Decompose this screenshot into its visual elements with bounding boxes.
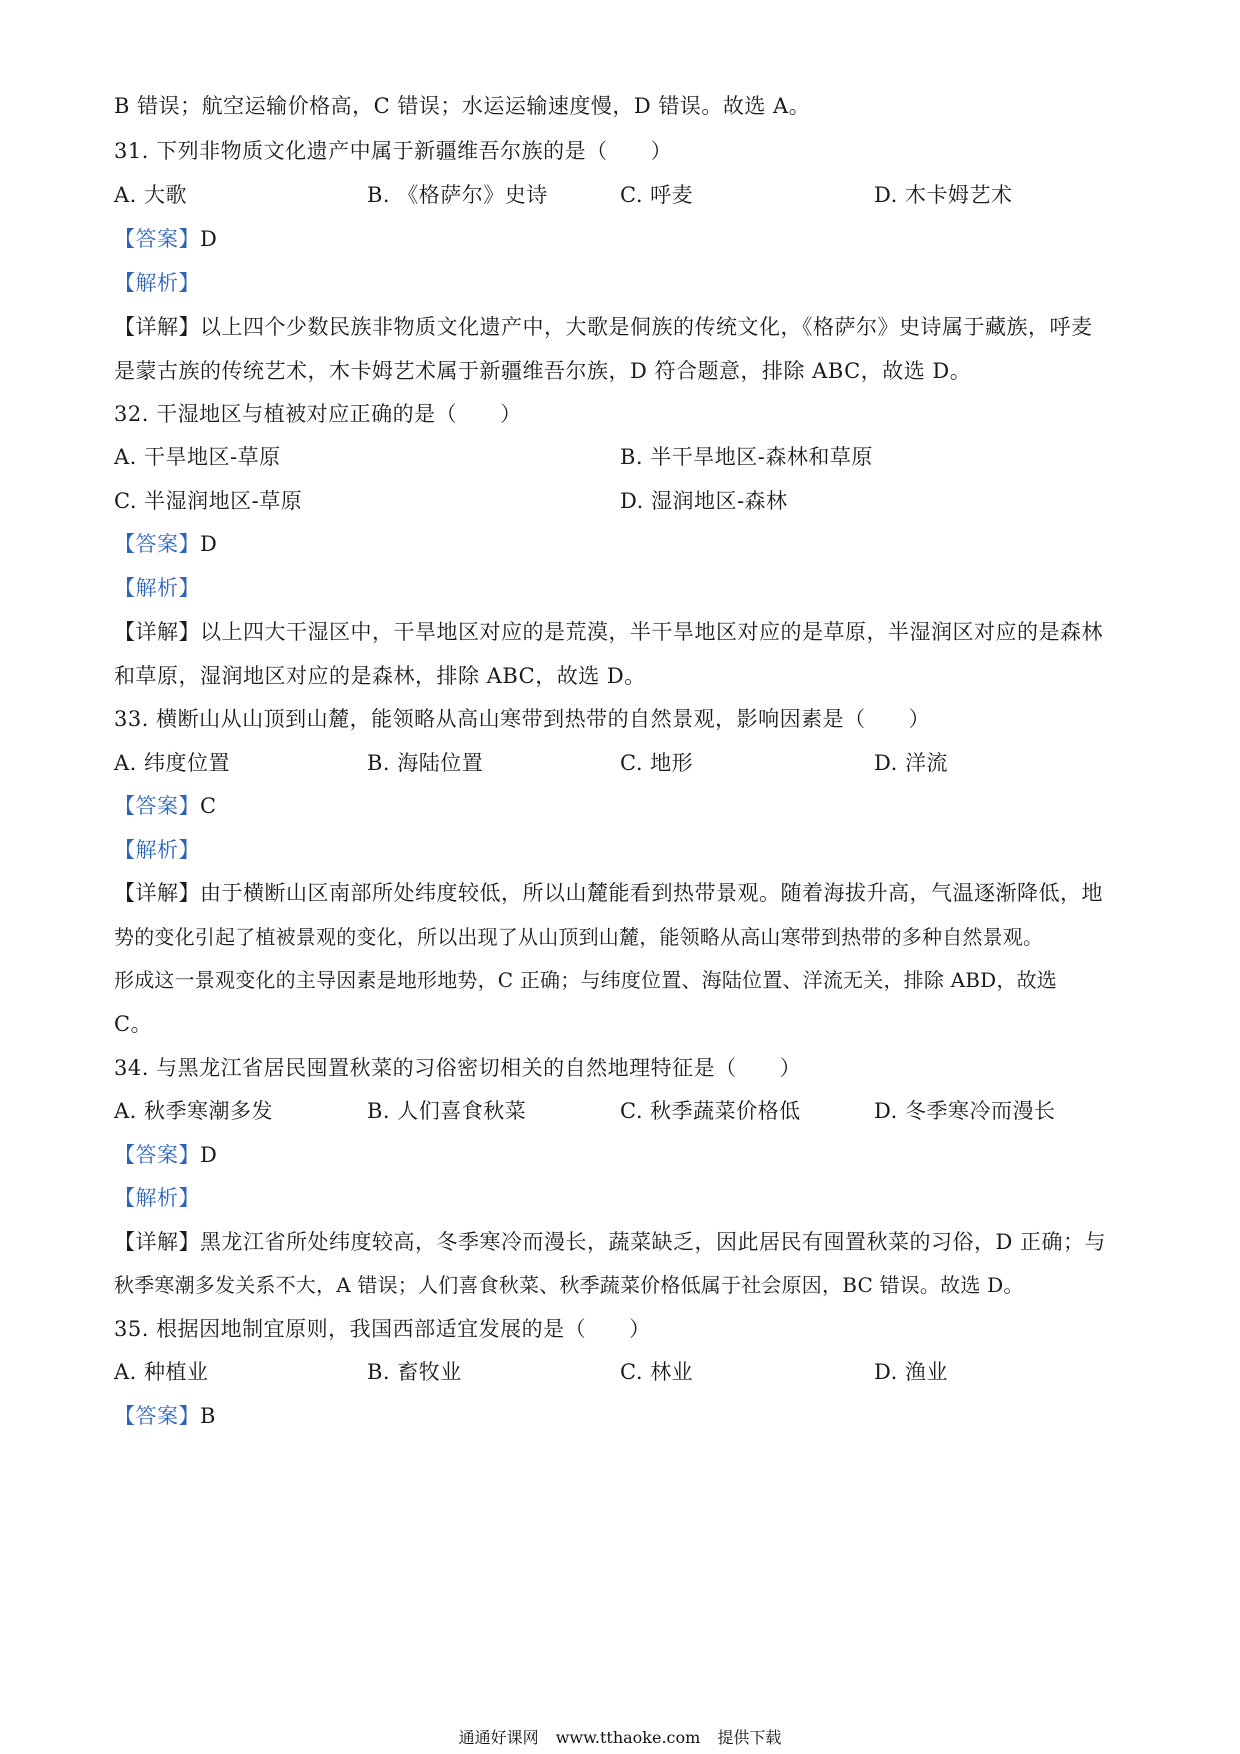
q34-option-d: D. 冬季寒冷而漫长 (874, 1099, 1056, 1123)
analysis-label: 【解析】 (114, 271, 200, 295)
q32-detail-line-2: 和草原，湿润地区对应的是森林，排除 ABC，故选 D。 (114, 664, 646, 688)
q31-detail-line-2: 是蒙古族的传统艺术，木卡姆艺术属于新疆维吾尔族，D 符合题意，排除 ABC，故选 D。 (114, 359, 972, 383)
q35-option-d: D. 渔业 (874, 1360, 948, 1384)
detail-label: 【详解】 (114, 315, 200, 339)
q32-answer: D (200, 532, 218, 556)
footer-suffix: 提供下载 (717, 1728, 782, 1747)
q33-option-d: D. 洋流 (874, 751, 948, 775)
question-35-options (114, 1358, 1114, 1386)
question-34-stem: 34. 与黑龙江省居民囤置秋菜的习俗密切相关的自然地理特征是（ ） (114, 1056, 802, 1080)
q34-detail-line-1 (114, 1228, 1106, 1256)
analysis-label: 【解析】 (114, 838, 200, 862)
q33-detail-line-3: 形成这一景观变化的主导因素是地形地势，C 正确；与纬度位置、海陆位置、洋流无关，排除 ABD，故选 (114, 968, 1057, 992)
question-31-stem: 31. 下列非物质文化遗产中属于新疆维吾尔族的是（ ） (114, 139, 673, 163)
q34-option-c: C. 秋季蔬菜价格低 (620, 1099, 801, 1123)
analysis-label: 【解析】 (114, 1186, 200, 1210)
q35-option-c: C. 林业 (620, 1360, 694, 1384)
q31-option-c: C. 呼麦 (620, 183, 694, 207)
q31-analysis-line (114, 269, 200, 297)
q35-option-b: B. 畜牧业 (367, 1360, 462, 1384)
q31-answer-line (114, 225, 217, 253)
q32-analysis-line (114, 574, 200, 602)
q32-option-d: D. 湿润地区-森林 (620, 489, 788, 513)
detail-label: 【详解】 (114, 1230, 200, 1254)
q31-option-d: D. 木卡姆艺术 (874, 183, 1013, 207)
question-31-options (114, 181, 1114, 209)
q33-option-c: C. 地形 (620, 751, 694, 775)
q32-detail-line-1 (114, 618, 1103, 646)
q34-detail-line-2: 秋季寒潮多发关系不大，A 错误；人们喜食秋菜、秋季蔬菜价格低属于社会原因，BC 错误。故选 D。 (114, 1273, 1024, 1297)
q31-option-a: A. 大歌 (114, 183, 188, 207)
question-32-options-row-2 (114, 487, 1114, 515)
answer-label: 【答案】 (114, 1143, 200, 1167)
q33-detail-line-4: C。 (114, 1012, 153, 1036)
answer-label: 【答案】 (114, 1404, 200, 1428)
q33-answer-line (114, 792, 217, 820)
q32-answer-line (114, 530, 217, 558)
intro-line: B 错误；航空运输价格高，C 错误；水运运输速度慢，D 错误。故选 A。 (114, 94, 811, 118)
question-33-stem: 33. 横断山从山顶到山麓，能领略从高山寒带到热带的自然景观，影响因素是（ ） (114, 707, 931, 731)
q34-answer: D (200, 1143, 218, 1167)
answer-label: 【答案】 (114, 794, 200, 818)
answer-label: 【答案】 (114, 532, 200, 556)
page-footer (0, 1728, 1240, 1748)
q34-option-b: B. 人们喜食秋菜 (367, 1099, 527, 1123)
answer-label: 【答案】 (114, 227, 200, 251)
question-35-stem: 35. 根据因地制宜原则，我国西部适宜发展的是（ ） (114, 1317, 651, 1341)
q31-answer: D (200, 227, 218, 251)
analysis-label: 【解析】 (114, 576, 200, 600)
q32-detail-text-1: 以上四大干湿区中，干旱地区对应的是荒漠，半干旱地区对应的是草原，半湿润区对应的是森林 (200, 620, 1103, 644)
q34-answer-line (114, 1141, 217, 1169)
q32-option-a: A. 干旱地区-草原 (114, 445, 281, 469)
q31-detail-text-1: 以上四个少数民族非物质文化遗产中，大歌是侗族的传统文化，《格萨尔》史诗属于藏族，呼麦 (200, 315, 1093, 339)
question-33-options (114, 749, 1114, 777)
q33-analysis-line (114, 836, 200, 864)
q33-detail-line-1 (114, 879, 1103, 907)
q35-answer-line (114, 1402, 216, 1430)
q35-option-a: A. 种植业 (114, 1360, 209, 1384)
q33-detail-text-1: 由于横断山区南部所处纬度较低，所以山麓能看到热带景观。随着海拔升高，气温逐渐降低，地 (200, 881, 1103, 905)
question-34-options (114, 1097, 1114, 1125)
q33-detail-line-2: 势的变化引起了植被景观的变化，所以出现了从山顶到山麓，能领略从高山寒带到热带的多种自然景观。 (114, 925, 1044, 949)
q31-option-b: B. 《格萨尔》史诗 (367, 183, 548, 207)
q33-answer: C (200, 794, 217, 818)
question-32-options-row-1 (114, 443, 1114, 471)
question-32-stem: 32. 干湿地区与植被对应正确的是（ ） (114, 402, 522, 426)
q35-answer: B (200, 1404, 216, 1428)
q31-detail-line-1 (114, 313, 1093, 341)
detail-label: 【详解】 (114, 881, 200, 905)
footer-site-name: 通通好课网 (458, 1728, 539, 1747)
q33-option-b: B. 海陆位置 (367, 751, 484, 775)
detail-label: 【详解】 (114, 620, 200, 644)
q32-option-c: C. 半湿润地区-草原 (114, 489, 303, 513)
footer-url[interactable]: www.tthaoke.com (555, 1728, 701, 1747)
q34-option-a: A. 秋季寒潮多发 (114, 1099, 274, 1123)
q34-detail-text-1: 黑龙江省所处纬度较高，冬季寒冷而漫长，蔬菜缺乏，因此居民有囤置秋菜的习俗，D 正确；与 (200, 1230, 1107, 1254)
q32-option-b: B. 半干旱地区-森林和草原 (620, 445, 873, 469)
q33-option-a: A. 纬度位置 (114, 751, 231, 775)
q34-analysis-line (114, 1184, 200, 1212)
